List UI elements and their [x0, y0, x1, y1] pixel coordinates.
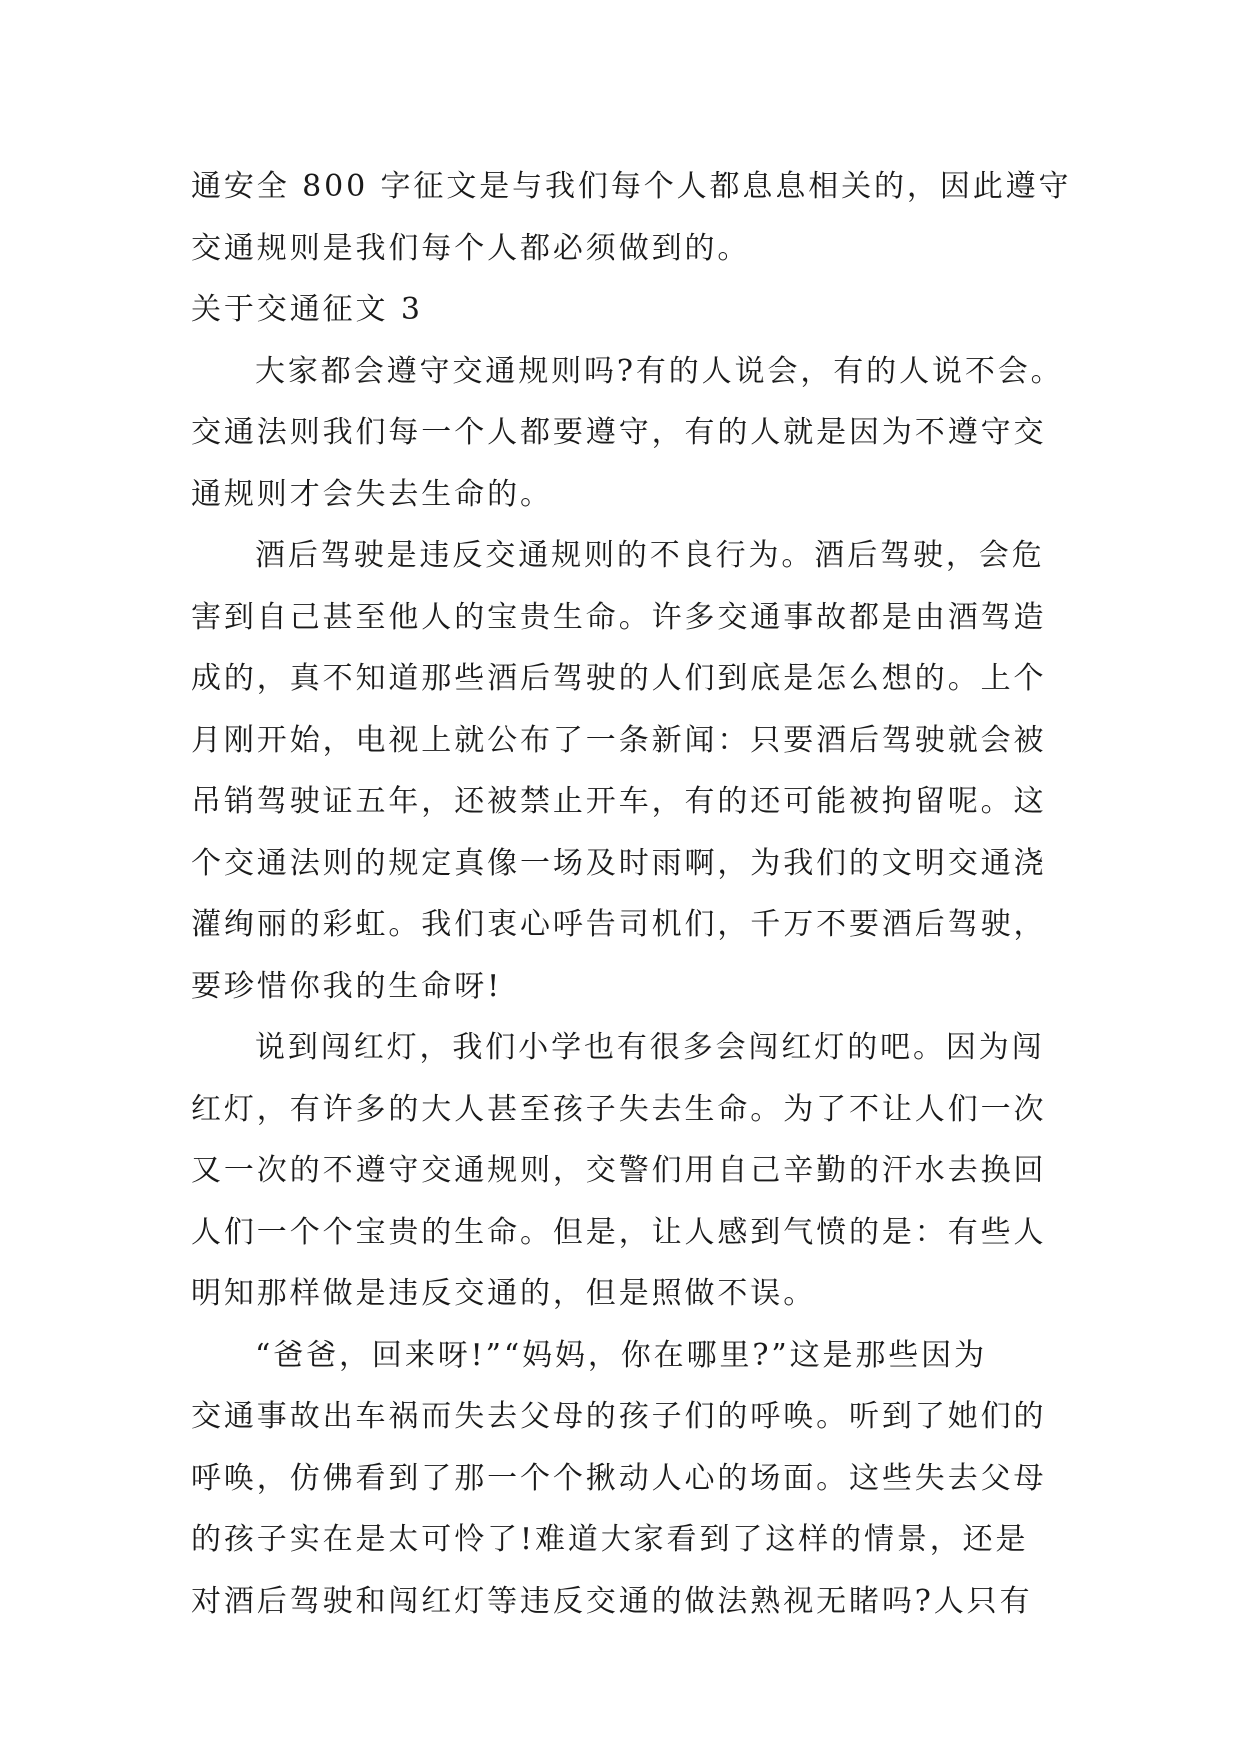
- text-line: 灌绚丽的彩虹。我们衷心呼告司机们，千万不要酒后驾驶，: [191, 907, 1047, 942]
- text-line: 害到自己甚至他人的宝贵生命。许多交通事故都是由酒驾造: [191, 599, 1047, 635]
- text-line: 交通规则是我们每个人都必须做到的。: [191, 230, 751, 266]
- text-line: 的孩子实在是太可怜了!难道大家看到了这样的情景，还是: [191, 1522, 1029, 1557]
- text-line: 红灯，有许多的大人甚至孩子失去生命。为了不让人们一次: [191, 1091, 1047, 1127]
- text-line: 人们一个个宝贵的生命。但是，让人感到气愤的是：有些人: [191, 1214, 1047, 1250]
- paragraph-start-line: 说到闯红灯，我们小学也有很多会闯红灯的吧。因为闯: [255, 1030, 1045, 1065]
- text-line: 明知那样做是违反交通的，但是照做不误。: [191, 1276, 817, 1311]
- paragraph-start-line: 大家都会遵守交通规则吗?有的人说会，有的人说不会。: [255, 353, 1064, 389]
- paragraph-start-line: “爸爸，回来呀!”“妈妈，你在哪里?”这是那些因为: [255, 1337, 987, 1373]
- text-line: 成的，真不知道那些酒后驾驶的人们到底是怎么想的。上个: [191, 661, 1047, 696]
- text-line: 吊销驾驶证五年，还被禁止开车，有的还可能被拘留呢。这: [191, 784, 1047, 819]
- text-line: 呼唤，仿佛看到了那一个个揪动人心的场面。这些失去父母: [191, 1460, 1047, 1496]
- section-heading: 关于交通征文 3: [191, 292, 423, 327]
- text-line: 对酒后驾驶和闯红灯等违反交通的做法熟视无睹吗?人只有: [191, 1583, 1033, 1619]
- text-line: 要珍惜你我的生命呀!: [191, 968, 503, 1004]
- text-line: 交通法则我们每一个人都要遵守，有的人就是因为不遵守交: [191, 415, 1047, 450]
- text-line: 又一次的不遵守交通规则，交警们用自己辛勤的汗水去换回: [191, 1153, 1047, 1188]
- text-line: 个交通法则的规定真像一场及时雨啊，为我们的文明交通浇: [191, 845, 1047, 881]
- body-text: [191, 156, 1072, 1632]
- text-line: 通安全 800 字征文是与我们每个人都息息相关的，因此遵守: [191, 169, 1072, 204]
- paragraph-start-line: 酒后驾驶是违反交通规则的不良行为。酒后驾驶，会危: [255, 538, 1045, 573]
- text-line: 交通事故出车祸而失去父母的孩子们的呼唤。听到了她们的: [191, 1399, 1047, 1434]
- text-line: 通规则才会失去生命的。: [191, 476, 553, 512]
- text-line: 月刚开始，电视上就公布了一条新闻：只要酒后驾驶就会被: [191, 722, 1047, 758]
